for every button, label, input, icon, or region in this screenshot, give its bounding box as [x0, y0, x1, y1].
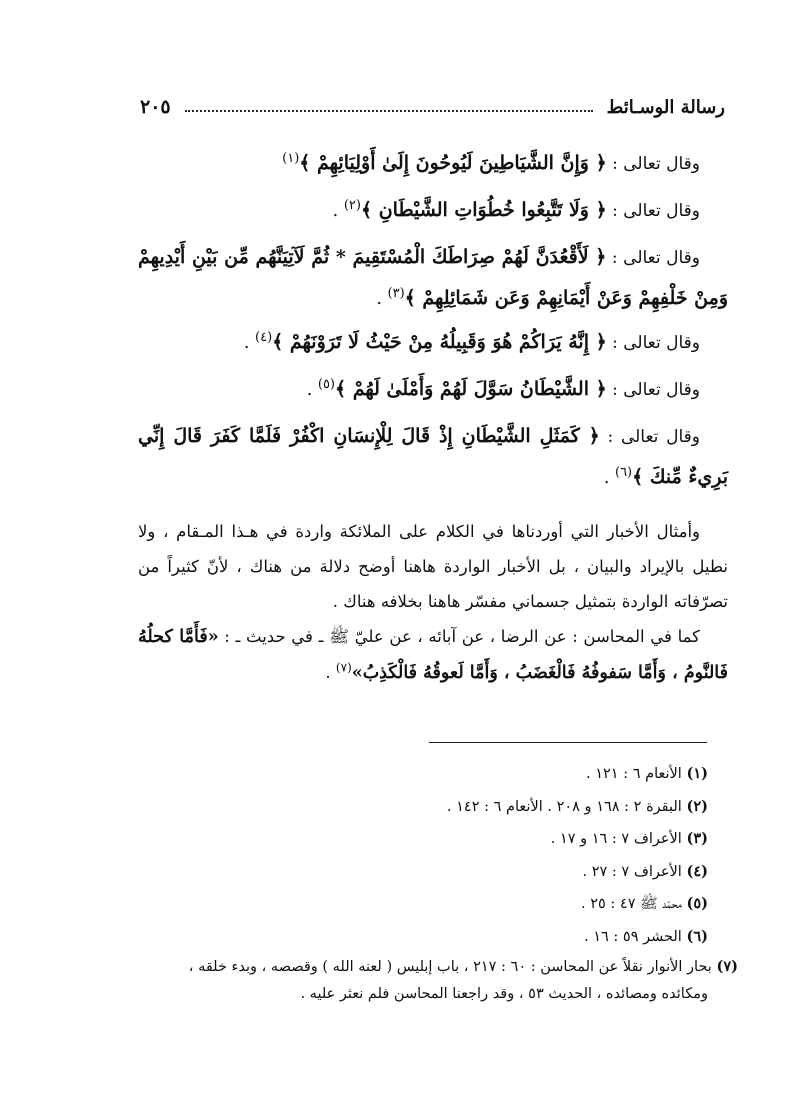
verse-line-4: [138, 319, 728, 366]
hadith-intro: كما في المحاسن : عن الرضا ، عن آبائه ، عن عليّ ﷺ ـ في حديث ـ :: [218, 627, 700, 646]
footnote-number: (٦): [686, 927, 708, 945]
footnote-number: (٥): [686, 895, 708, 912]
footnote-text: الأعراف ٧ : ١٦ و ١٧ .: [550, 831, 682, 847]
quran-verse: ﴿ وَإِنَّ الشَّيَاطِينَ لَيُوحُونَ إِلَىٰ أَوْلِيَائِهِمْ ﴾: [299, 152, 607, 174]
footnote-item: [130, 791, 738, 824]
footnote-item: [130, 888, 738, 921]
verse-intro: وقال تعالى :: [606, 154, 700, 174]
footnote-marker: (٤): [255, 330, 273, 346]
line-tail: .: [243, 333, 255, 353]
footnote-item: [130, 953, 738, 1008]
verse-line-2: [138, 187, 728, 234]
page-header: [140, 90, 725, 124]
footnote-marker: (٣): [387, 286, 405, 302]
body-paragraph: وأمثال الأخبار التي أوردناها في الكلام على الملائكة واردة في هـذا المـقام ، ولا نطيل بالإيراد والبيان ، بل الأخبار الواردة هاهنا أوضح دلالة من هناك ، لأنّ كثيراً من تصرّفاته الواردة بتمثيل جسماني مفسّر هاهنا بخلافه هناك .: [138, 522, 728, 611]
quran-verse: ﴿ وَلَا تَتَّبِعُوا خُطُوَاتِ الشَّيْطَانِ ﴾: [360, 199, 607, 221]
footnote-number: (٧): [716, 958, 738, 975]
page-number: ٢٠٥: [140, 96, 171, 118]
footnote-text: البقرة ٢ : ١٦٨ و ٢٠٨ . الأنعام ٦ : ١٤٢ .: [446, 798, 682, 815]
footnote-number: (٤): [686, 862, 708, 880]
quran-verse: ﴿ الشَّيْطَانُ سَوَّلَ لَهُمْ وَأَمْلَىٰ لَهُمْ ﴾: [335, 378, 607, 400]
line-tail: .: [603, 468, 615, 488]
footnote-item: [130, 758, 738, 791]
quran-verse: ﴿ إِنَّهُ يَرَاكُمْ هُوَ وَقَبِيلُهُ مِنْ حَيْثُ لَا تَرَوْنَهُمْ ﴾: [272, 331, 607, 353]
footnote-text: بحار الأنوار نقلاً عن المحاسن : ٦٠ : ٢١٧ ، باب إبليس ( لعنه الله ) وقصصه ، وبدء خلقه ،: [188, 959, 712, 975]
verse-line-6: [138, 416, 728, 498]
verse-line-3: [138, 237, 728, 319]
running-title: رسالة الوسـائط: [606, 96, 725, 118]
footnote-item: [130, 921, 738, 954]
verse-intro: وقال تعالى :: [606, 380, 700, 400]
header-leader-dots: [185, 110, 593, 112]
footnote-marker: (٥): [317, 377, 335, 393]
footnote-number: (٣): [686, 830, 708, 847]
footnote-text: الحشر ٥٩ : ١٦ .: [584, 928, 682, 945]
footnote-text: الأنعام ٦ : ١٢١ .: [586, 766, 682, 782]
footnote-item: [130, 823, 738, 856]
line-tail: .: [325, 663, 336, 682]
footnote-marker: (٦): [614, 465, 633, 481]
line-tail: .: [376, 289, 388, 309]
footnote-number: (١): [686, 765, 708, 782]
verse-intro: وقال تعالى :: [606, 248, 700, 268]
line-tail: .: [332, 201, 344, 221]
quran-verse: ﴿ كَمَثَلِ الشَّيْطَانِ إِذْ قَالَ لِلْإِنسَانِ اكْفُرْ فَلَمَّا كَفَرَ قَالَ إِنِّي بَرِيءٌ مِّنكَ ﴾: [138, 425, 728, 488]
footnote-text: محمّد ﷺ ٤٧ : ٢٥ .: [581, 896, 682, 912]
verse-line-5: [138, 366, 728, 413]
footnote-text: الأعراف ٧ : ٢٧ .: [582, 863, 682, 880]
verse-intro: وقال تعالى :: [599, 427, 700, 447]
hadith-quote: «فَأَمَّا كحلُهُ فَالنَّومُ ، وَأَمَّا سَفوفُهُ فَالْغَضَبُ ، وَأَمَّا لَعوقُهُ فَالْكَذِبُ»: [138, 627, 728, 683]
footnote-item: [130, 856, 738, 889]
verse-line-1: [138, 140, 728, 187]
hadith-paragraph: [138, 619, 728, 691]
footnote-marker: (١): [282, 151, 300, 167]
footnote-marker: (٢): [343, 198, 361, 214]
footnotes: [130, 758, 738, 1008]
line-tail: .: [306, 380, 318, 400]
verse-intro: وقال تعالى :: [606, 333, 700, 353]
quran-verse: ﴿ لَأَقْعُدَنَّ لَهُمْ صِرَاطَكَ الْمُسْتَقِيمَ * ثُمَّ لَآتِيَنَّهُم مِّن بَيْنِ أَيْدِيهِمْ وَمِنْ خَلْفِهِمْ وَعَنْ أَيْمَانِهِمْ وَعَن شَمَائِلِهِمْ ﴾: [138, 246, 728, 309]
footnote-number: (٢): [686, 797, 708, 815]
main-text: [138, 140, 728, 691]
footnote-continuation: ومكائده ومصائده ، الحديث ٥٣ ، وقد راجعنا المحاسن فلم نعثر عليه .: [300, 986, 708, 1002]
footnote-separator: [429, 742, 707, 743]
footnote-marker: (٧): [335, 660, 352, 675]
verse-intro: وقال تعالى :: [606, 201, 700, 221]
